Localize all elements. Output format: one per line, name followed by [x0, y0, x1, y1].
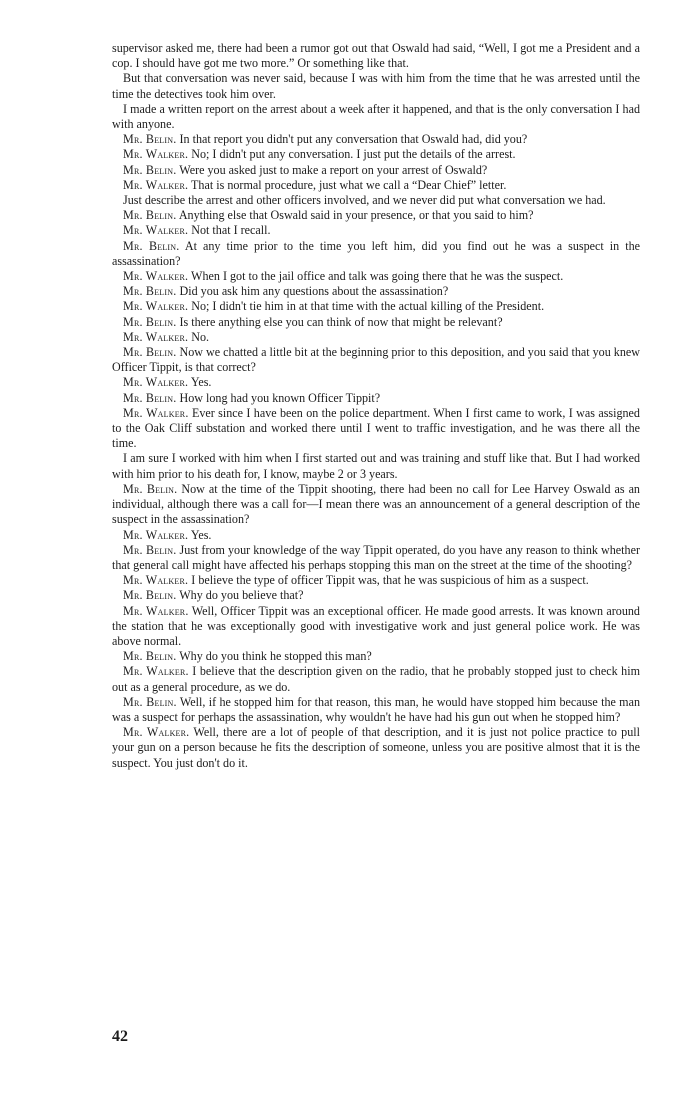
paragraph: Mr. Walker. Yes. — [123, 375, 212, 390]
speaker-name: Mr. Belin. — [123, 238, 180, 253]
paragraph: Mr. Belin. Is there anything else you can think of now that might be relevant? — [123, 314, 503, 329]
paragraph: Mr. Walker. Not that I recall. — [123, 223, 271, 238]
speaker-name: Mr. Belin. — [123, 481, 178, 496]
speaker-name: Mr. Belin. — [123, 694, 177, 709]
speaker-name: Mr. Belin. — [123, 132, 177, 147]
speaker-name: Mr. Belin. — [123, 162, 177, 177]
paragraph: But that conversation was never said, because I was with him from the time that he was arrested until the time the detectives took him over. — [112, 71, 640, 101]
paragraph: Mr. Belin. Did you ask him any questions about the assassination? — [123, 284, 449, 299]
speaker-name: Mr. Belin. — [123, 542, 177, 557]
speaker-name: Mr. Walker. — [123, 375, 189, 390]
speaker-name: Mr. Walker. — [123, 177, 189, 192]
paragraph: Mr. Walker. No; I didn't tie him in at that time with the actual killing of the President. — [123, 299, 545, 314]
speaker-name: Mr. Walker. — [123, 147, 189, 162]
paragraph: Mr. Walker. Ever since I have been on the police department. When I first came to work, I was assigned to the Oak Cliff substation and worked there until I went to traffic investigation, and he was there all the time. — [112, 405, 640, 451]
paragraph: Mr. Belin. Well, if he stopped him for that reason, this man, he would have stopped him because the man was a suspect for perhaps the assassination, why wouldn't he have had his gun out when he stopped him? — [112, 694, 640, 724]
paragraph: Mr. Walker. I believe the type of officer Tippit was, that he was suspicious of him as a suspect. — [123, 573, 589, 588]
speaker-name: Mr. Belin. — [123, 588, 177, 603]
speaker-name: Mr. Walker. — [123, 573, 189, 588]
page-number: 42 — [112, 1028, 128, 1045]
transcript-body — [112, 41, 640, 771]
paragraph: Mr. Belin. Anything else that Oswald said in your presence, or that you said to him? — [123, 208, 534, 223]
speaker-name: Mr. Walker. — [123, 725, 190, 740]
paragraph: Mr. Belin. Just from your knowledge of the way Tippit operated, do you have any reason to think whether that general call might have affected his perhaps stopping this man on the street at the time of the shooting? — [112, 542, 640, 572]
paragraph: Mr. Belin. Now we chatted a little bit at the beginning prior to this deposition, and you said that you knew Officer Tippit, is that correct? — [112, 345, 640, 375]
paragraph: I made a written report on the arrest about a week after it happened, and that is the only conversation I had with anyone. — [112, 101, 640, 132]
paragraph: Mr. Walker. Well, Officer Tippit was an exceptional officer. He made good arrests. It was known around the station that he was exceptionally good with investigative work and just general police work. He was above normal. — [112, 603, 640, 648]
paragraph: Mr. Walker. No; I didn't put any conversation. I just put the details of the arrest. — [123, 147, 516, 162]
paragraph: Mr. Belin. Why do you think he stopped this man? — [123, 649, 372, 664]
paragraph: I am sure I worked with him when I first started out and was training and stuff like that. But I had worked with him prior to his death for, I know, maybe 2 or 3 years. — [112, 451, 640, 481]
paragraph: Mr. Walker. When I got to the jail office and talk was going there that he was the suspect. — [123, 269, 564, 284]
speaker-name: Mr. Belin. — [123, 208, 177, 223]
paragraph: Mr. Walker. Well, there are a lot of people of that description, and it is just not police practice to pull your gun on a person because he fits the description of someone, unless you are positive almost that it is the suspect. You just don't do it. — [112, 725, 640, 770]
speaker-name: Mr. Belin. — [123, 345, 177, 360]
paragraph: Mr. Walker. I believe that the description given on the radio, that he probably stopped just to check him out as a general procedure, as we do. — [112, 664, 640, 694]
paragraph: Mr. Belin. In that report you didn't put any conversation that Oswald had, did you? — [123, 132, 528, 147]
paragraph: Mr. Belin. Were you asked just to make a report on your arrest of Oswald? — [123, 162, 488, 177]
speaker-name: Mr. Belin. — [123, 314, 177, 329]
speaker-name: Mr. Walker. — [123, 527, 189, 542]
paragraph: Mr. Walker. That is normal procedure, just what we call a “Dear Chief” letter. — [123, 177, 507, 192]
paragraph: Mr. Walker. Yes. — [123, 527, 212, 542]
speaker-name: Mr. Walker. — [123, 299, 189, 314]
paragraph: Mr. Belin. Why do you believe that? — [123, 588, 304, 603]
speaker-name: Mr. Belin. — [123, 390, 177, 405]
paragraph: supervisor asked me, there had been a rumor got out that Oswald had said, “Well, I got me a President and a cop. I should have got me two more.” Or something like that. — [112, 41, 640, 71]
paragraph: Mr. Walker. No. — [123, 329, 210, 344]
speaker-name: Mr. Walker. — [123, 269, 189, 284]
paragraph: Mr. Belin. Now at the time of the Tippit shooting, there had been no call for Lee Harvey Oswald as an individual, although there was a call for—I mean there was an announcement of a general description of the suspect in the assassination? — [112, 481, 640, 527]
speaker-name: Mr. Belin. — [123, 284, 177, 299]
speaker-name: Mr. Belin. — [123, 649, 177, 664]
speaker-name: Mr. Walker. — [123, 329, 189, 344]
speaker-name: Mr. Walker. — [123, 405, 189, 420]
speaker-name: Mr. Walker. — [123, 664, 189, 679]
paragraph: Mr. Belin. At any time prior to the time you left him, did you find out he was a suspect in the assassination? — [112, 238, 640, 268]
speaker-name: Mr. Walker. — [123, 223, 189, 238]
paragraph: Just describe the arrest and other officers involved, and we never did put what conversation we had. — [123, 193, 606, 208]
paragraph: Mr. Belin. How long had you known Officer Tippit? — [123, 390, 381, 405]
speaker-name: Mr. Walker. — [123, 603, 189, 618]
